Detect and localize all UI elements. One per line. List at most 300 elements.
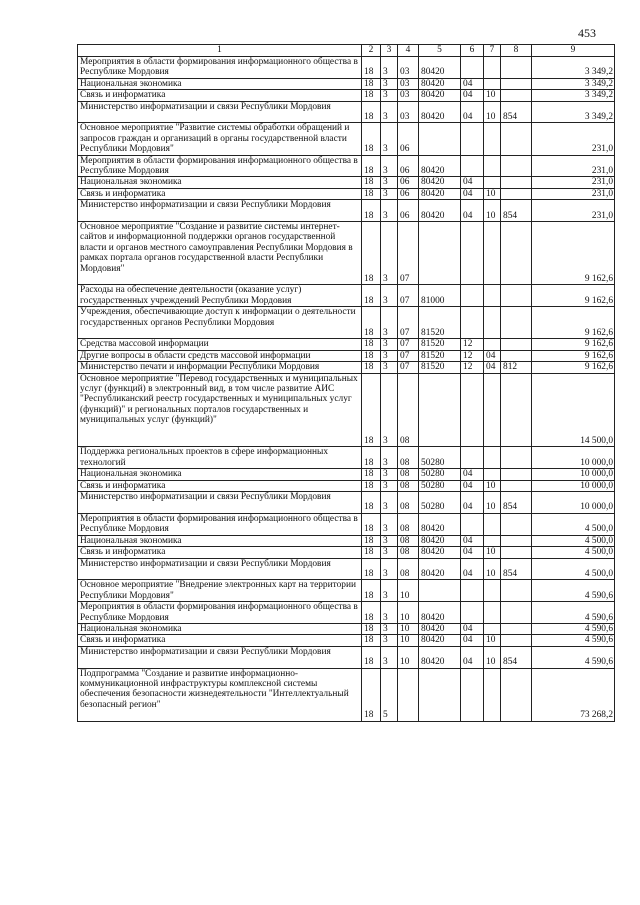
- col-7-code: [484, 623, 501, 634]
- row-name: Основное мероприятие "Перевод государственных и муниципальных услуг (функций) в электронный вид, в том числе развитие АИС "Республиканский реестр государственных и муниципальных услуг (функций)" и региональных порталов государственных и муниципальных услуг (функций)": [78, 373, 362, 447]
- col-4-code: 07: [398, 222, 419, 285]
- row-amount: 10 000,0: [532, 447, 615, 469]
- col-4-code: 07: [398, 307, 419, 339]
- col-5-code: 80420: [419, 547, 461, 558]
- col-8-code: [501, 623, 532, 634]
- col-6-code: 12: [461, 350, 484, 361]
- col-6-code: 04: [461, 188, 484, 199]
- col-7-code: [484, 222, 501, 285]
- col-4-code: 03: [398, 57, 419, 79]
- row-amount: 231,0: [532, 200, 615, 222]
- row-amount: 9 162,6: [532, 285, 615, 307]
- col-6-code: 04: [461, 558, 484, 580]
- col-8-code: 854: [501, 558, 532, 580]
- col-5-code: 81000: [419, 285, 461, 307]
- table-row: [78, 547, 615, 558]
- col-6-code: [461, 602, 484, 624]
- row-amount: 3 349,2: [532, 101, 615, 123]
- col-3-code: 3: [381, 177, 398, 188]
- col-7-code: [484, 78, 501, 89]
- col-8-code: [501, 447, 532, 469]
- col-3-code: 3: [381, 188, 398, 199]
- col-6-code: [461, 123, 484, 155]
- table-row: [78, 580, 615, 602]
- row-name: Учреждения, обеспечивающие доступ к информации о деятельности государственных органов Республики Мордовия: [78, 307, 362, 339]
- col-2-code: 18: [362, 513, 381, 535]
- col-3-code: 3: [381, 285, 398, 307]
- col-8-code: [501, 580, 532, 602]
- table-row: [78, 447, 615, 469]
- col-2-code: 18: [362, 492, 381, 514]
- col-2-code: 18: [362, 177, 381, 188]
- col-2-code: 18: [362, 535, 381, 546]
- col-7-code: [484, 469, 501, 480]
- row-name: Министерство печати и информации Республики Мордовия: [78, 362, 362, 373]
- col-3-code: 3: [381, 90, 398, 101]
- table-row: [78, 101, 615, 123]
- col-3-code: 3: [381, 362, 398, 373]
- col-8-code: [501, 535, 532, 546]
- col-8-code: 854: [501, 200, 532, 222]
- row-amount: 3 349,2: [532, 78, 615, 89]
- col-4-code: 10: [398, 602, 419, 624]
- col-3-code: 3: [381, 535, 398, 546]
- row-name: Связь и информатика: [78, 90, 362, 101]
- row-amount: 4 590,6: [532, 623, 615, 634]
- row-name: Основное мероприятие "Создание и развитие системы интернет-сайтов и информационной поддержки органов государственной власти и органов местного самоуправления Республики Мордовия в рамках портала органов государственной власти Республики Мордовия": [78, 222, 362, 285]
- col-3-code: 3: [381, 547, 398, 558]
- col-3-code: 3: [381, 123, 398, 155]
- table-row: [78, 339, 615, 350]
- col-4-code: 07: [398, 285, 419, 307]
- col-7-code: 04: [484, 362, 501, 373]
- col-6-code: 04: [461, 78, 484, 89]
- col-8-code: [501, 177, 532, 188]
- col-6-code: 04: [461, 480, 484, 491]
- col-3-code: 3: [381, 623, 398, 634]
- col-7-code: 10: [484, 90, 501, 101]
- col-4-code: 03: [398, 90, 419, 101]
- col-7-code: 10: [484, 547, 501, 558]
- col-7-code: 10: [484, 480, 501, 491]
- col-5-code: 80420: [419, 602, 461, 624]
- col-7-code: [484, 602, 501, 624]
- col-3-code: 3: [381, 602, 398, 624]
- col-2-code: 18: [362, 635, 381, 646]
- col-2-code: 18: [362, 646, 381, 668]
- col-6-code: [461, 580, 484, 602]
- col-8-code: [501, 635, 532, 646]
- col-6-code: 04: [461, 90, 484, 101]
- row-name: Национальная экономика: [78, 469, 362, 480]
- col-6-code: 04: [461, 101, 484, 123]
- row-amount: 4 500,0: [532, 513, 615, 535]
- col-6-code: 12: [461, 339, 484, 350]
- col-7-code: [484, 57, 501, 79]
- budget-table: [77, 44, 615, 722]
- col-7-code: 10: [484, 492, 501, 514]
- col-2-code: 18: [362, 580, 381, 602]
- col-4-code: 08: [398, 558, 419, 580]
- col-6-code: [461, 447, 484, 469]
- row-name: Министерство информатизации и связи Республики Мордовия: [78, 200, 362, 222]
- col-7-code: [484, 339, 501, 350]
- table-row: [78, 123, 615, 155]
- col-2-code: 18: [362, 78, 381, 89]
- col-5-code: 50280: [419, 469, 461, 480]
- col-5-code: 80420: [419, 90, 461, 101]
- col-8-code: [501, 480, 532, 491]
- row-name: Мероприятия в области формирования информационного обществa в Республике Мордовия: [78, 57, 362, 79]
- col-8-code: [501, 222, 532, 285]
- col-7-code: 10: [484, 101, 501, 123]
- col-3-code: 3: [381, 155, 398, 177]
- col-2-code: 18: [362, 480, 381, 491]
- col-5-code: 81520: [419, 362, 461, 373]
- col-6-code: [461, 57, 484, 79]
- col-8-code: 854: [501, 492, 532, 514]
- row-name: Министерство информатизации и связи Республики Мордовия: [78, 646, 362, 668]
- col-4-code: 06: [398, 177, 419, 188]
- row-name: Другие вопросы в области средств массовой информации: [78, 350, 362, 361]
- col-5-code: 80420: [419, 623, 461, 634]
- table-row: [78, 155, 615, 177]
- col-2-code: 18: [362, 350, 381, 361]
- col-8-code: 854: [501, 646, 532, 668]
- col-5-code: 80420: [419, 177, 461, 188]
- row-name: Мероприятия в области формирования информационного общества в Республике Мордовия: [78, 513, 362, 535]
- col-2-code: 18: [362, 362, 381, 373]
- col-7-code: 10: [484, 646, 501, 668]
- row-amount: 4 590,6: [532, 580, 615, 602]
- row-name: Министерство информатизации и связи Республики Мордовия: [78, 492, 362, 514]
- row-name: Связь и информатика: [78, 480, 362, 491]
- col-2-code: 18: [362, 373, 381, 447]
- col-4-code: 06: [398, 200, 419, 222]
- header-cell: 8: [501, 45, 532, 57]
- col-5-code: 81520: [419, 339, 461, 350]
- col-6-code: 04: [461, 547, 484, 558]
- header-cell: 6: [461, 45, 484, 57]
- row-amount: 231,0: [532, 123, 615, 155]
- header-cell: 4: [398, 45, 419, 57]
- header-cell: 9: [532, 45, 615, 57]
- col-5-code: 81520: [419, 307, 461, 339]
- col-3-code: 3: [381, 469, 398, 480]
- col-3-code: 3: [381, 78, 398, 89]
- col-5-code: 80420: [419, 646, 461, 668]
- col-4-code: 07: [398, 362, 419, 373]
- col-5-code: 80420: [419, 635, 461, 646]
- row-name: Основное мероприятие "Внедрение электронных карт на территории Республики Мордовия": [78, 580, 362, 602]
- col-5-code: [419, 123, 461, 155]
- row-name: Средства массовой информации: [78, 339, 362, 350]
- row-name: Расходы на обеспечение деятельности (оказание услуг) государственных учреждений Республики Мордовия: [78, 285, 362, 307]
- col-7-code: [484, 373, 501, 447]
- col-5-code: 80420: [419, 188, 461, 199]
- table-row: [78, 307, 615, 339]
- col-7-code: [484, 513, 501, 535]
- table-row: [78, 350, 615, 361]
- col-5-code: 80420: [419, 513, 461, 535]
- col-5-code: 81520: [419, 350, 461, 361]
- table-body: [78, 57, 615, 722]
- col-2-code: 18: [362, 222, 381, 285]
- col-4-code: 03: [398, 101, 419, 123]
- col-6-code: 04: [461, 492, 484, 514]
- col-4-code: 08: [398, 535, 419, 546]
- col-2-code: 18: [362, 155, 381, 177]
- col-4-code: 08: [398, 547, 419, 558]
- row-name: Национальная экономика: [78, 535, 362, 546]
- col-8-code: [501, 78, 532, 89]
- row-amount: 9 162,6: [532, 222, 615, 285]
- col-4-code: [398, 668, 419, 721]
- col-6-code: 04: [461, 535, 484, 546]
- col-4-code: 06: [398, 123, 419, 155]
- col-2-code: 18: [362, 602, 381, 624]
- row-name: Связь и информатика: [78, 635, 362, 646]
- row-amount: 4 500,0: [532, 547, 615, 558]
- col-8-code: [501, 285, 532, 307]
- table-header-row: [78, 45, 615, 57]
- table-row: [78, 668, 615, 721]
- col-5-code: 50280: [419, 480, 461, 491]
- col-6-code: [461, 155, 484, 177]
- col-7-code: [484, 155, 501, 177]
- col-2-code: 18: [362, 57, 381, 79]
- header-cell: 1: [78, 45, 362, 57]
- col-2-code: 18: [362, 623, 381, 634]
- col-2-code: 18: [362, 339, 381, 350]
- col-3-code: 3: [381, 492, 398, 514]
- col-5-code: [419, 668, 461, 721]
- table-row: [78, 222, 615, 285]
- col-4-code: 03: [398, 78, 419, 89]
- col-8-code: [501, 602, 532, 624]
- col-8-code: [501, 668, 532, 721]
- col-7-code: [484, 447, 501, 469]
- table-row: [78, 646, 615, 668]
- col-2-code: 18: [362, 307, 381, 339]
- row-amount: 231,0: [532, 155, 615, 177]
- col-8-code: [501, 339, 532, 350]
- col-2-code: 18: [362, 447, 381, 469]
- table-row: [78, 285, 615, 307]
- col-8-code: [501, 307, 532, 339]
- row-name: Основное мероприятие "Развитие системы обработки обращений и запросов граждан и организаций в органы государственной власти Республики Мордовия": [78, 123, 362, 155]
- col-2-code: 18: [362, 668, 381, 721]
- col-8-code: [501, 155, 532, 177]
- col-6-code: 12: [461, 362, 484, 373]
- table-row: [78, 535, 615, 546]
- table-row: [78, 373, 615, 447]
- row-amount: 4 500,0: [532, 558, 615, 580]
- row-amount: 231,0: [532, 177, 615, 188]
- table-row: [78, 513, 615, 535]
- table-row: [78, 492, 615, 514]
- table-row: [78, 57, 615, 79]
- col-3-code: 3: [381, 635, 398, 646]
- table-row: [78, 200, 615, 222]
- col-2-code: 18: [362, 285, 381, 307]
- col-3-code: 3: [381, 101, 398, 123]
- row-amount: 14 500,0: [532, 373, 615, 447]
- row-amount: 10 000,0: [532, 492, 615, 514]
- row-amount: 3 349,2: [532, 90, 615, 101]
- col-6-code: [461, 285, 484, 307]
- col-6-code: 04: [461, 623, 484, 634]
- col-4-code: 06: [398, 188, 419, 199]
- row-amount: 10 000,0: [532, 469, 615, 480]
- col-4-code: 10: [398, 580, 419, 602]
- col-6-code: [461, 307, 484, 339]
- col-4-code: 06: [398, 155, 419, 177]
- col-7-code: [484, 580, 501, 602]
- col-3-code: 3: [381, 373, 398, 447]
- col-3-code: 3: [381, 350, 398, 361]
- col-2-code: 18: [362, 90, 381, 101]
- col-5-code: 80420: [419, 78, 461, 89]
- col-6-code: [461, 668, 484, 721]
- row-name: Подпрограмма "Создание и развитие информационно-коммуникационной инфраструктуры комплексной системы обеспечения безопасности жизнедеятельности "Интеллектуальный безопасный регион": [78, 668, 362, 721]
- col-3-code: 3: [381, 646, 398, 668]
- col-4-code: 10: [398, 635, 419, 646]
- col-3-code: 3: [381, 57, 398, 79]
- col-8-code: [501, 373, 532, 447]
- col-3-code: 3: [381, 447, 398, 469]
- col-3-code: 3: [381, 339, 398, 350]
- col-8-code: 812: [501, 362, 532, 373]
- col-6-code: 04: [461, 469, 484, 480]
- table-row: [78, 469, 615, 480]
- row-amount: 9 162,6: [532, 350, 615, 361]
- col-5-code: 50280: [419, 447, 461, 469]
- col-6-code: [461, 222, 484, 285]
- table-row: [78, 558, 615, 580]
- col-2-code: 18: [362, 123, 381, 155]
- col-8-code: [501, 350, 532, 361]
- col-4-code: 08: [398, 513, 419, 535]
- row-name: Связь и информатика: [78, 188, 362, 199]
- col-8-code: [501, 123, 532, 155]
- col-7-code: [484, 177, 501, 188]
- table-row: [78, 90, 615, 101]
- col-3-code: 5: [381, 668, 398, 721]
- table-row: [78, 362, 615, 373]
- col-4-code: 08: [398, 480, 419, 491]
- row-amount: 4 590,6: [532, 602, 615, 624]
- col-6-code: 04: [461, 200, 484, 222]
- row-name: Мероприятия в области формирования информационного общества в Республике Мордовия: [78, 602, 362, 624]
- col-5-code: 80420: [419, 200, 461, 222]
- col-4-code: 10: [398, 623, 419, 634]
- page-number: 453: [578, 26, 596, 40]
- col-3-code: 3: [381, 580, 398, 602]
- col-4-code: 08: [398, 492, 419, 514]
- col-8-code: [501, 188, 532, 199]
- row-amount: 4 500,0: [532, 535, 615, 546]
- table-row: [78, 188, 615, 199]
- col-8-code: [501, 547, 532, 558]
- col-4-code: 08: [398, 373, 419, 447]
- col-4-code: 10: [398, 646, 419, 668]
- row-name: Связь и информатика: [78, 547, 362, 558]
- col-7-code: [484, 123, 501, 155]
- col-5-code: [419, 222, 461, 285]
- col-2-code: 18: [362, 547, 381, 558]
- col-7-code: [484, 285, 501, 307]
- col-5-code: 80420: [419, 155, 461, 177]
- col-2-code: 18: [362, 469, 381, 480]
- col-3-code: 3: [381, 558, 398, 580]
- header-cell: 7: [484, 45, 501, 57]
- col-6-code: 04: [461, 635, 484, 646]
- row-amount: 9 162,6: [532, 339, 615, 350]
- col-8-code: 854: [501, 101, 532, 123]
- row-name: Поддержка региональных проектов в сфере информационных технологий: [78, 447, 362, 469]
- col-8-code: [501, 57, 532, 79]
- col-3-code: 3: [381, 513, 398, 535]
- row-name: Министерство информатизации и связи Республики Мордовия: [78, 558, 362, 580]
- table-row: [78, 623, 615, 634]
- row-amount: 4 590,6: [532, 646, 615, 668]
- row-amount: 231,0: [532, 188, 615, 199]
- col-7-code: 10: [484, 635, 501, 646]
- col-5-code: 80420: [419, 101, 461, 123]
- col-3-code: 3: [381, 222, 398, 285]
- row-amount: 3 349,2: [532, 57, 615, 79]
- col-2-code: 18: [362, 558, 381, 580]
- col-7-code: 04: [484, 350, 501, 361]
- col-2-code: 18: [362, 188, 381, 199]
- header-cell: 3: [381, 45, 398, 57]
- row-name: Национальная экономика: [78, 623, 362, 634]
- col-3-code: 3: [381, 200, 398, 222]
- table-row: [78, 602, 615, 624]
- header-cell: 2: [362, 45, 381, 57]
- row-name: Министерство информатизации и связи Республики Мордовия: [78, 101, 362, 123]
- col-5-code: [419, 580, 461, 602]
- row-name: Национальная экономика: [78, 78, 362, 89]
- row-name: Мероприятия в области формирования информационного общества в Республике Мордовия: [78, 155, 362, 177]
- row-amount: 73 268,2: [532, 668, 615, 721]
- col-2-code: 18: [362, 101, 381, 123]
- row-name: Национальная экономика: [78, 177, 362, 188]
- col-3-code: 3: [381, 480, 398, 491]
- col-4-code: 08: [398, 447, 419, 469]
- col-7-code: 10: [484, 558, 501, 580]
- col-5-code: [419, 373, 461, 447]
- table-row: [78, 480, 615, 491]
- table-row: [78, 177, 615, 188]
- col-7-code: 10: [484, 188, 501, 199]
- row-amount: 10 000,0: [532, 480, 615, 491]
- row-amount: 4 590,6: [532, 635, 615, 646]
- col-8-code: [501, 513, 532, 535]
- table-row: [78, 635, 615, 646]
- col-3-code: 3: [381, 307, 398, 339]
- col-7-code: 10: [484, 200, 501, 222]
- header-cell: 5: [419, 45, 461, 57]
- col-8-code: [501, 469, 532, 480]
- col-7-code: [484, 668, 501, 721]
- col-6-code: 04: [461, 646, 484, 668]
- table-row: [78, 78, 615, 89]
- col-5-code: 80420: [419, 558, 461, 580]
- col-6-code: [461, 513, 484, 535]
- row-amount: 9 162,6: [532, 362, 615, 373]
